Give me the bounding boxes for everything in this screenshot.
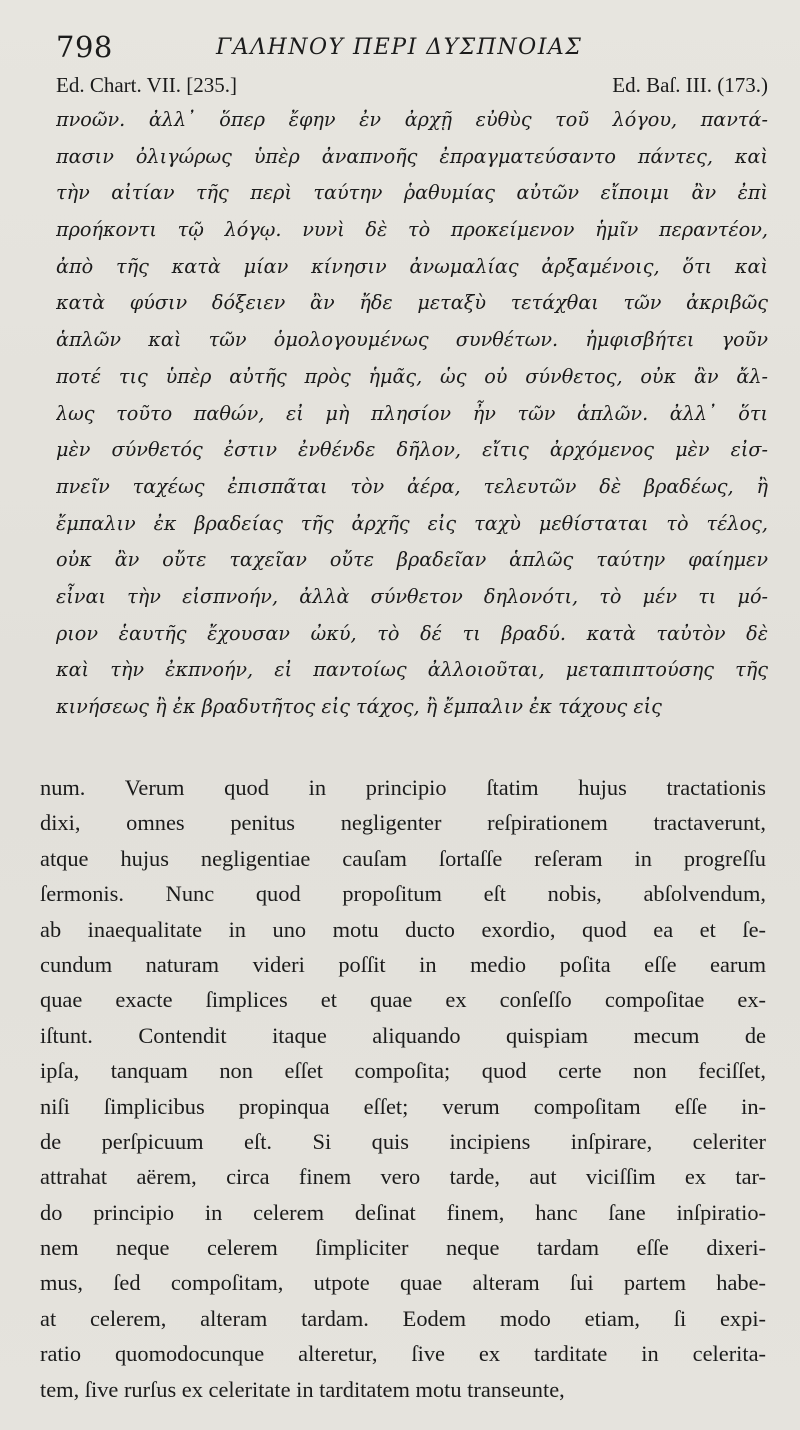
greek-text-line: καὶ τὴν ἐκπνοήν, εἰ παντοίως ἀλλοιοῦται, μεταπιπτούσης τῆς xyxy=(56,658,768,682)
latin-text-line: atque hujus negligentiae cauſam ſortaſſe reſeram in progreſſu xyxy=(40,845,766,871)
edition-reference-line xyxy=(56,73,768,101)
greek-text-line: τὴν αἰτίαν τῆς περὶ ταύτην ῥαθυμίας αὐτῶν εἴποιμι ἂν ἐπὶ xyxy=(56,181,768,205)
latin-text-line: ratio quomodocunque alteretur, ſive ex tarditate in celerita- xyxy=(40,1341,766,1367)
latin-text-line: iſtunt. Contendit itaque aliquando quispiam mecum de xyxy=(40,1022,766,1048)
latin-text-line: de perſpicuum eſt. Si quis incipiens inſpirare, celeriter xyxy=(40,1128,766,1154)
greek-text-line: πασιν ὀλιγώρως ὑπὲρ ἀναπνοῆς ἐπραγματεύσαντο πάντες, καὶ xyxy=(56,144,768,168)
page-header xyxy=(56,30,766,64)
latin-text-line: do principio in celerem deſinat finem, hanc ſane inſpiratio- xyxy=(40,1199,766,1225)
greek-text-line: προήκοντι τῷ λόγῳ. νυνὶ δὲ τὸ προκείμενον ἡμῖν περαντέον, xyxy=(56,218,768,242)
latin-text-line: attrahat aërem, circa finem vero tarde, aut viciſſim ex tar- xyxy=(40,1164,766,1190)
page-number: 798 xyxy=(56,30,113,64)
greek-text-line: λως τοῦτο παθών, εἰ μὴ πλησίον ἦν τῶν ἁπλῶν. ἀλλ᾽ ὅτι xyxy=(56,401,768,425)
latin-text-line: ipſa, tanquam non eſſet compoſita; quod certe non feciſſet, xyxy=(40,1058,766,1084)
greek-text-line: ἀπὸ τῆς κατὰ μίαν κίνησιν ἀνωμαλίας ἀρξαμένοις, ὅτι καὶ xyxy=(56,254,768,278)
latin-text-line: tem, ſive rurſus ex celeritate in tarditatem motu transeunte, xyxy=(40,1376,565,1402)
latin-text-line: dixi, omnes penitus negligenter reſpirationem tractaverunt, xyxy=(40,810,766,836)
edition-reference-chartier: Ed. Chart. VII. [235.] xyxy=(56,73,237,97)
edition-reference-basel: Ed. Baſ. III. (173.) xyxy=(612,73,768,97)
greek-text-line: μὲν σύνθετός ἐστιν ἐνθένδε δῆλον, εἴτις ἀρχόμενος μὲν εἰσ- xyxy=(56,438,768,462)
latin-text-line: at celerem, alteram tardam. Eodem modo etiam, ſi expi- xyxy=(40,1305,766,1331)
greek-text-line: ποτέ τις ὑπὲρ αὐτῆς πρὸς ἡμᾶς, ὡς οὐ σύνθετος, οὐκ ἂν ἄλ- xyxy=(56,364,768,388)
greek-text-line: πνεῖν ταχέως ἐπισπᾶται τὸν ἀέρα, τελευτῶν δὲ βραδέως, ἢ xyxy=(56,474,768,498)
latin-text-line: cundum naturam videri poſſit in medio poſita eſſe earum xyxy=(40,951,766,977)
greek-text-line: ἁπλῶν καὶ τῶν ὁμολογουμένως συνθέτων. ἠμφισβήτει γοῦν xyxy=(56,328,768,352)
greek-text-line: κατὰ φύσιν δόξειεν ἂν ἤδε μεταξὺ τετάχθαι τῶν ἀκριβῶς xyxy=(56,291,768,315)
greek-text-line: κινήσεως ἢ ἐκ βραδυτῆτος εἰς τάχος, ἢ ἔμπαλιν ἐκ τάχους εἰς xyxy=(56,695,662,718)
latin-text-line: quae exacte ſimplices et quae ex conſeſſo compoſitae ex- xyxy=(40,987,766,1013)
latin-text-line: nem neque celerem ſimpliciter neque tardam eſſe dixeri- xyxy=(40,1235,766,1261)
greek-text-line: οὐκ ἂν οὔτε ταχεῖαν οὔτε βραδεῖαν ἁπλῶς ταύτην φαίημεν xyxy=(56,548,768,572)
latin-text-line: niſi ſimplicibus propinqua eſſet; verum compoſitam eſſe in- xyxy=(40,1093,766,1119)
latin-text-line: num. Verum quod in principio ſtatim hujus tractationis xyxy=(40,775,766,800)
latin-text-line: ab inaequalitate in uno motu ducto exordio, quod ea et ſe- xyxy=(40,916,766,942)
greek-text-line: πνοῶν. ἀλλ᾽ ὅπερ ἔφην ἐν ἀρχῇ εὐθὺς τοῦ λόγου, παντά- xyxy=(56,108,768,131)
latin-text-block xyxy=(40,770,766,1407)
running-title: ΓΑΛΗΝΟΥ ΠΕΡΙ ΔΥΣΠΝΟΙΑΣ xyxy=(216,35,583,60)
greek-text-line: ἔμπαλιν ἐκ βραδείας τῆς ἀρχῆς εἰς ταχὺ μεθίσταται τὸ τέλος, xyxy=(56,511,768,535)
latin-text-line: mus, ſed compoſitam, utpote quae alteram ſui partem habe- xyxy=(40,1270,766,1296)
latin-text-line: ſermonis. Nunc quod propoſitum eſt nobis, abſolvendum, xyxy=(40,881,766,907)
greek-text-line: εἶναι τὴν εἰσπνοήν, ἀλλὰ σύνθετον δηλονότι, τὸ μέν τι μό- xyxy=(56,584,768,608)
greek-text-line: ριον ἑαυτῆς ἔχουσαν ὠκύ, τὸ δέ τι βραδύ. κατὰ ταὐτὸν δὲ xyxy=(56,621,768,645)
greek-text-block xyxy=(56,102,768,726)
